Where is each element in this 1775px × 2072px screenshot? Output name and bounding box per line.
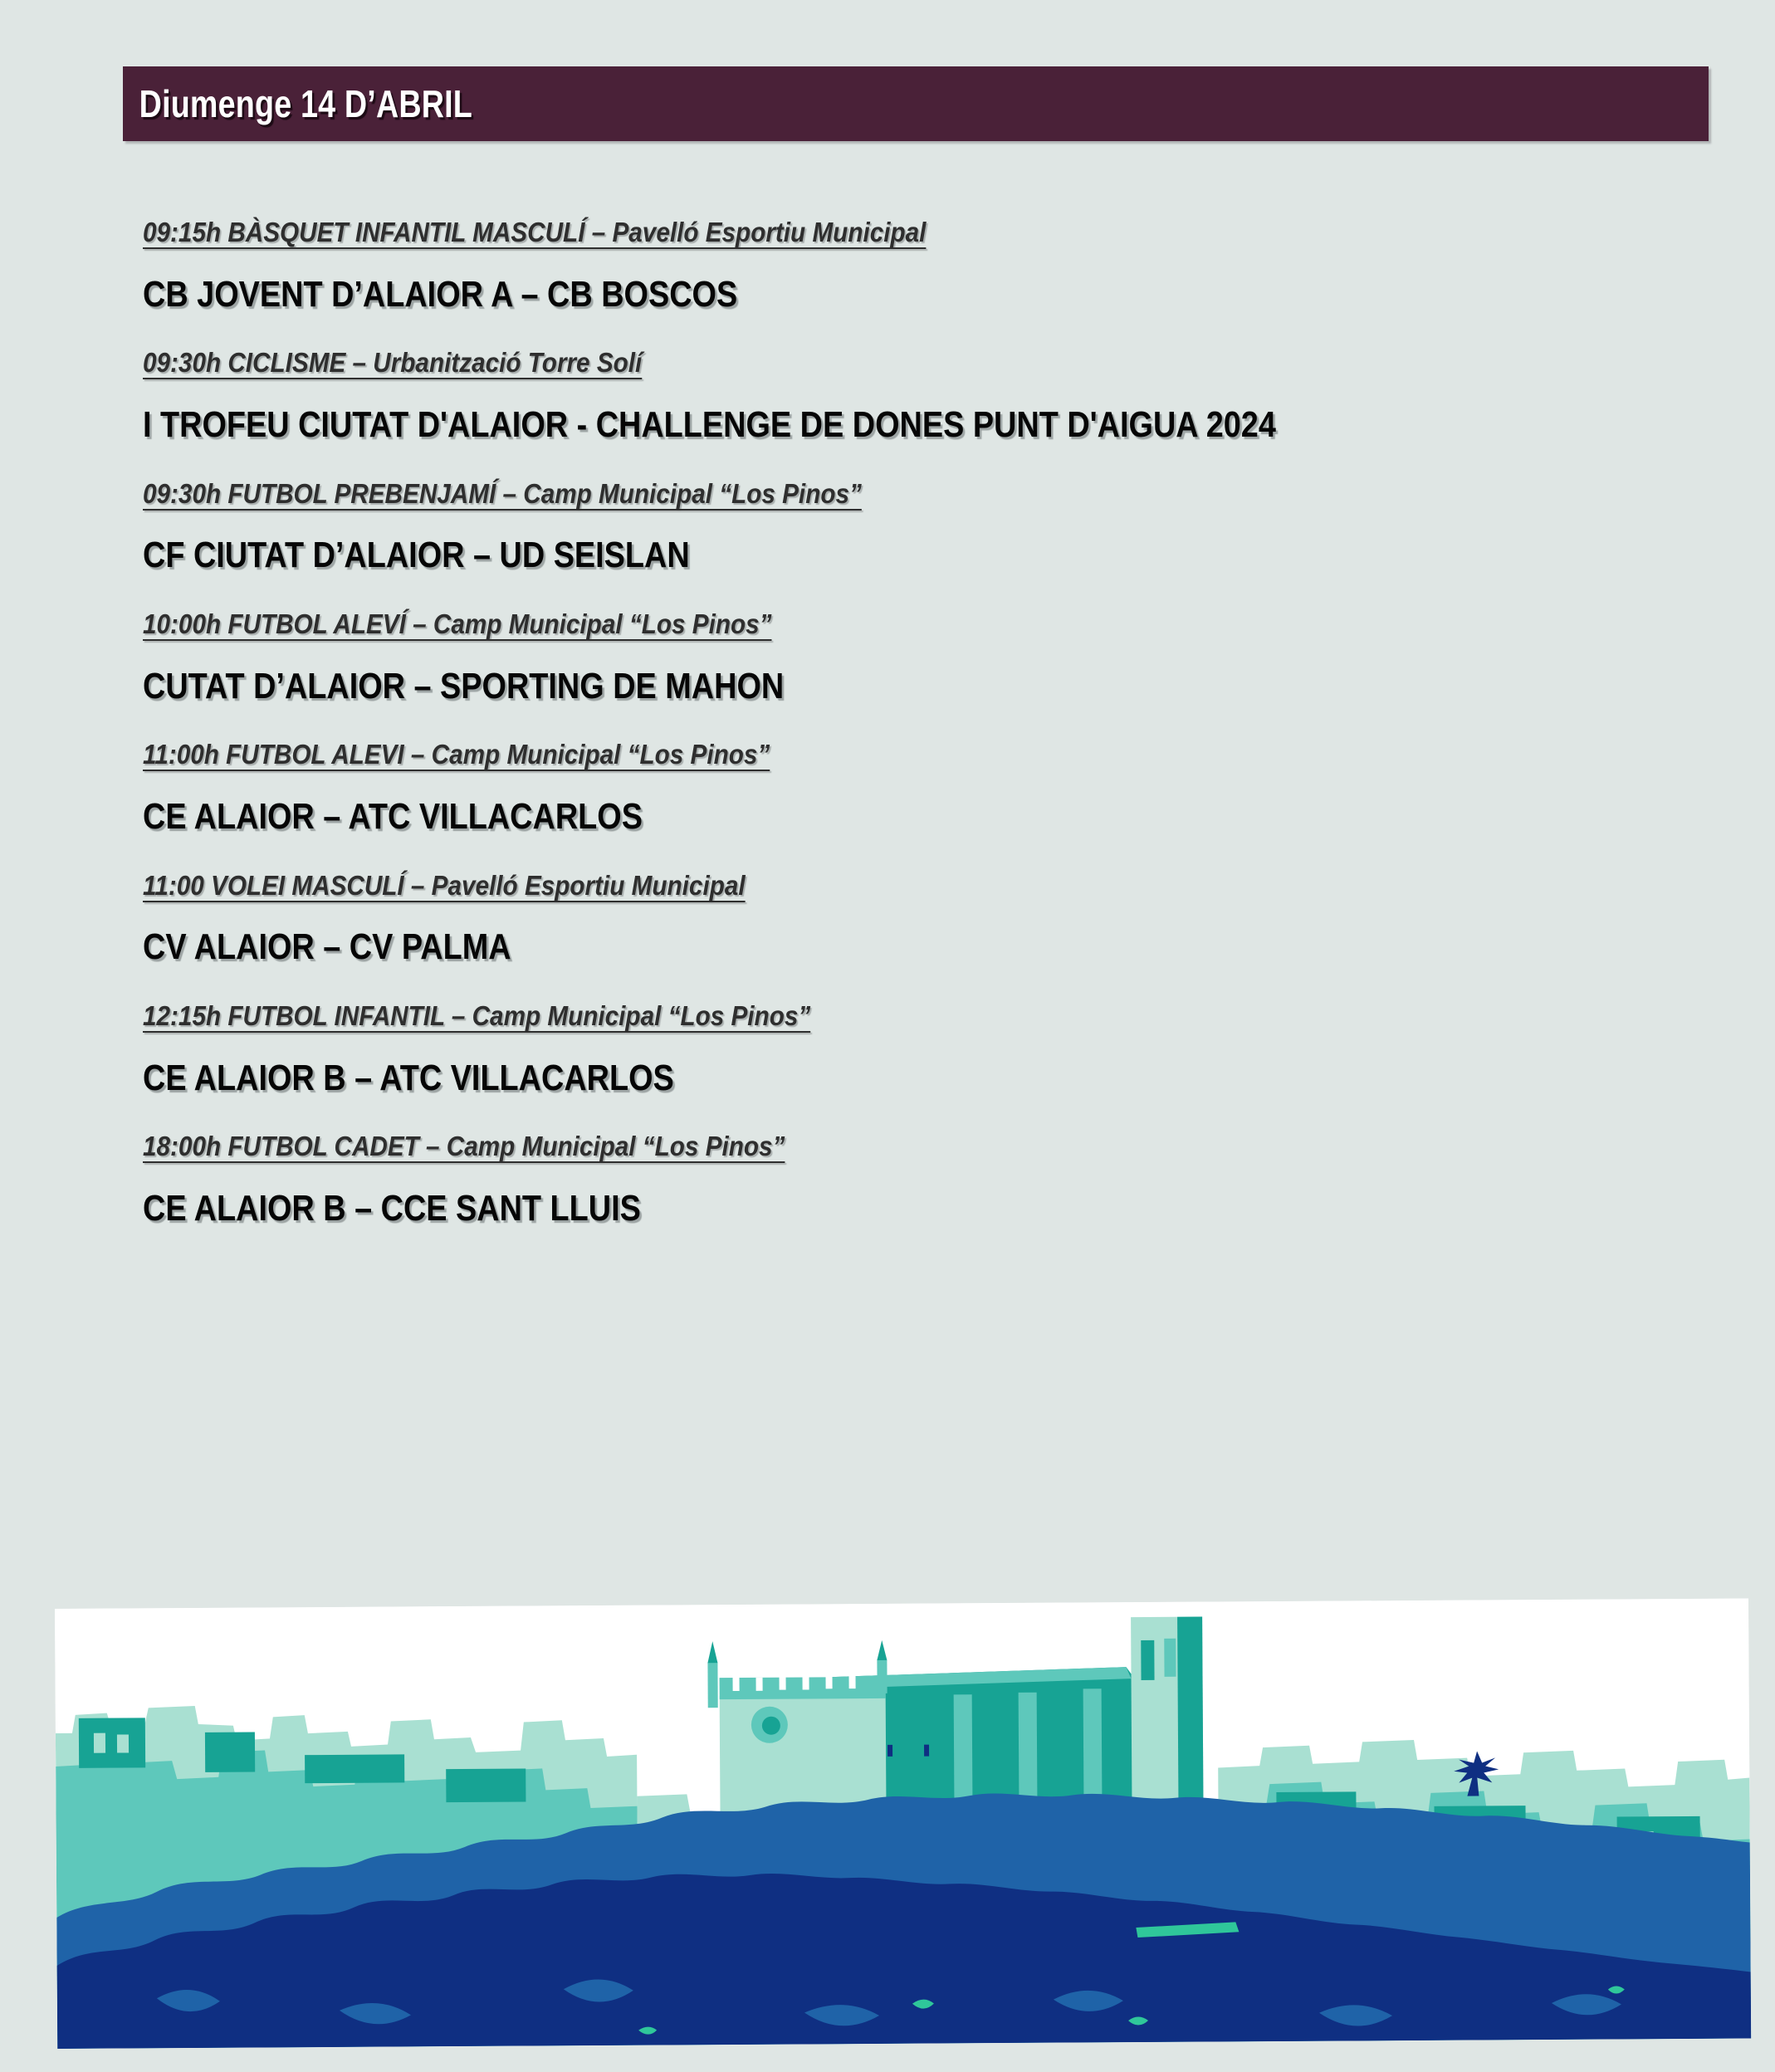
event-item: [143, 345, 1720, 447]
church-rose-window-inner: [762, 1717, 780, 1735]
event-title: CE ALAIOR B – CCE SANT LLUIS: [143, 1187, 641, 1229]
skyline-illustration-svg: [55, 1599, 1751, 2049]
event-title: CE ALAIOR B – ATC VILLACARLOS: [143, 1057, 674, 1098]
church-battlement-notch-2: [756, 1678, 763, 1691]
schedule-list: [143, 214, 1720, 1259]
church-buttress-1: [954, 1694, 973, 1811]
church-buttress-3: [1083, 1688, 1103, 1810]
church-battlement-notch-3: [780, 1677, 786, 1690]
church-bell-tower-shadow: [1177, 1617, 1203, 1810]
event-item: [143, 606, 1720, 708]
church-buttress-2: [1019, 1693, 1038, 1811]
event-header: 09:15h BÀSQUET INFANTIL MASCULÍ – Pavelló Esportiu Municipal: [143, 217, 927, 247]
church-battlement-notch-6: [849, 1675, 856, 1688]
church-bell-opening-left: [1141, 1640, 1154, 1680]
left-house-block-c: [446, 1769, 526, 1803]
event-title: I TROFEU CIUTAT D'ALAIOR - CHALLENGE DE DONES PUNT D'AIGUA 2024: [143, 403, 1276, 445]
event-header: 09:30h FUTBOL PREBENJAMÍ – Camp Municipal “Los Pinos”: [143, 477, 862, 509]
event-header: 12:15h FUTBOL INFANTIL – Camp Municipal “Los Pinos”: [143, 1000, 811, 1032]
event-header: 10:00h FUTBOL ALEVÍ – Camp Municipal “Los Pinos”: [143, 608, 772, 640]
church-battlement-notch-1: [733, 1678, 740, 1691]
left-house-roofline: [305, 1754, 404, 1783]
event-header: 11:00h FUTBOL ALEVI – Camp Municipal “Los Pinos”: [143, 739, 770, 770]
left-house-block-b: [205, 1732, 255, 1772]
event-item: [143, 1128, 1720, 1230]
event-title: CE ALAIOR – ATC VILLACARLOS: [143, 795, 643, 837]
church-window-slit-2: [924, 1745, 929, 1757]
church-battlement-notch-4: [803, 1676, 809, 1689]
event-title: CB JOVENT D’ALAIOR A – CB BOSCOS: [143, 273, 738, 315]
alaior-town-skyline-image: [55, 1599, 1751, 2049]
left-house-block-a: [79, 1718, 145, 1767]
event-item: [143, 476, 1720, 578]
event-item: [143, 867, 1720, 970]
church-window-slit-1: [888, 1745, 892, 1757]
left-house-window-a: [94, 1733, 105, 1753]
event-header: 18:00h FUTBOL CADET – Camp Municipal “Los Pinos”: [143, 1131, 785, 1162]
event-title: CUTAT D’ALAIOR – SPORTING DE MAHON: [143, 665, 785, 706]
day-banner: [123, 66, 1709, 141]
event-item: [143, 998, 1720, 1100]
event-item: [143, 736, 1720, 838]
event-header: 11:00 VOLEI MASCULÍ – Pavelló Esportiu Municipal: [143, 869, 746, 901]
event-item: [143, 214, 1720, 316]
church-battlement-notch-5: [826, 1675, 833, 1688]
event-title: CV ALAIOR – CV PALMA: [143, 926, 511, 968]
day-banner-title: Diumenge 14 D’ABRIL: [139, 82, 473, 125]
event-header: 09:30h CICLISME – Urbanització Torre Solí: [143, 347, 643, 379]
left-house-window-b: [117, 1734, 129, 1752]
church-bell-opening-right: [1164, 1639, 1176, 1677]
event-title: CF CIUTAT D’ALAIOR – UD SEISLAN: [143, 535, 690, 576]
